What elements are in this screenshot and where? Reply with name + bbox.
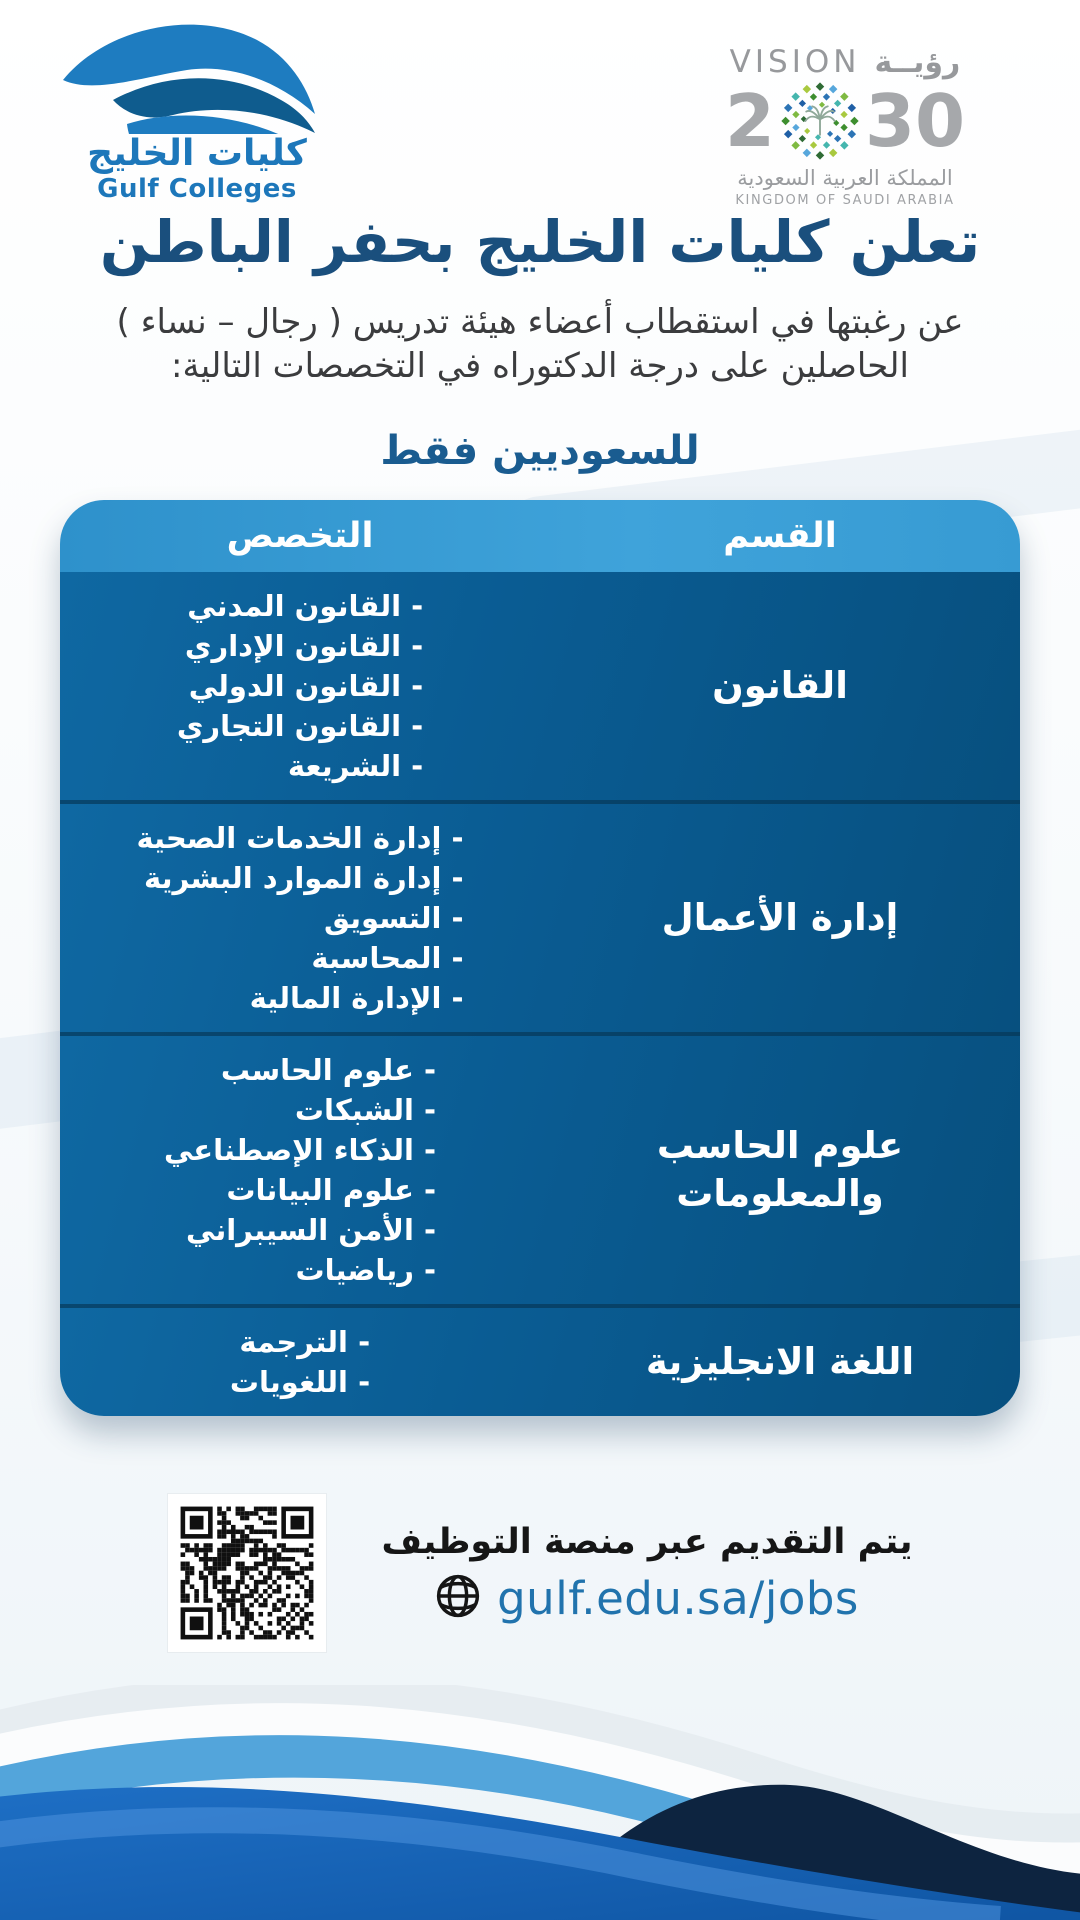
table-body — [60, 572, 1020, 1416]
gulf-colleges-logo — [42, 16, 352, 204]
header — [0, 0, 1080, 208]
department-name: إدارة الأعمال — [661, 896, 899, 940]
vision-2030-emblem-icon — [777, 78, 863, 164]
specialization-item: - اللغويات — [230, 1362, 370, 1402]
department-name: اللغة الانجليزية — [645, 1340, 915, 1384]
specialization-item: - الذكاء الإصطناعي — [164, 1130, 436, 1170]
department-header: القسم — [723, 516, 837, 557]
specialization-item: - الترجمة — [230, 1322, 370, 1362]
specializations-cell — [60, 1036, 540, 1304]
specialization-item: - الإدارة المالية — [136, 978, 463, 1018]
specialization-item: - إدارة الخدمات الصحية — [136, 818, 463, 858]
specializations-list — [230, 1322, 370, 1402]
vision-word-ar: رؤيــة — [874, 44, 961, 80]
specialization-item: - القانون الدولي — [177, 666, 423, 706]
bottom-waves-decoration — [0, 1685, 1080, 1920]
vision-year-suffix: 30 — [864, 79, 966, 163]
table-row — [60, 1304, 1020, 1416]
specialization-item: - المحاسبة — [136, 938, 463, 978]
table-row — [60, 1032, 1020, 1304]
specializations-cell — [60, 1308, 540, 1416]
department-cell — [540, 1308, 1020, 1416]
specializations-cell — [60, 572, 540, 800]
vision-word-en: VISION — [729, 44, 861, 80]
specializations-table — [60, 500, 1020, 1416]
wave-logo-icon — [42, 16, 352, 134]
table-row — [60, 572, 1020, 800]
specialization-item: - القانون الإداري — [177, 626, 423, 666]
department-name: علوم الحاسب والمعلومات — [656, 1124, 904, 1216]
department-name: القانون — [712, 664, 848, 708]
jobs-url-link[interactable]: gulf.edu.sa/jobs — [497, 1571, 859, 1625]
specialization-item: - رياضيات — [164, 1250, 436, 1290]
announcement-body — [0, 206, 1080, 1652]
specialization-item: - القانون التجاري — [177, 706, 423, 746]
specialization-item: - إدارة الموارد البشرية — [136, 858, 463, 898]
table-row — [60, 800, 1020, 1032]
department-cell — [540, 1036, 1020, 1304]
specializations-list — [136, 818, 463, 1018]
logo-english-name: Gulf Colleges — [97, 173, 297, 204]
vision-year-prefix: 2 — [724, 79, 775, 163]
department-cell — [540, 804, 1020, 1032]
specialization-item: - الشبكات — [164, 1090, 436, 1130]
specialization-item: - القانون المدني — [177, 586, 423, 626]
specialization-item: - علوم الحاسب — [164, 1050, 436, 1090]
table-header-row — [60, 500, 1020, 572]
specializations-list — [177, 586, 423, 786]
specialization-item: - علوم البيانات — [164, 1170, 436, 1210]
apply-section — [0, 1494, 1080, 1652]
specialization-header: التخصص — [226, 516, 374, 557]
vision-2030-logo — [650, 44, 1040, 208]
vision-country-en: KINGDOM OF SAUDI ARABIA — [735, 193, 955, 208]
specialization-item: - الأمن السيبراني — [164, 1210, 436, 1250]
globe-icon — [435, 1573, 481, 1623]
specialization-item: - الشريعة — [177, 746, 423, 786]
apply-instructions: يتم التقديم عبر منصة التوظيف — [381, 1521, 913, 1562]
subtitle-line-2: الحاصلين على درجة الدكتوراه في التخصصات التالية: — [171, 346, 909, 387]
logo-arabic-name: كليات الخليج — [87, 133, 307, 174]
department-cell — [540, 572, 1020, 800]
specializations-cell — [60, 804, 540, 1032]
page-title: تعلن كليات الخليج بحفر الباطن — [99, 208, 981, 276]
subtitle-line-1: عن رغبتها في استقطاب أعضاء هيئة تدريس ( رجال – نساء ) — [116, 301, 964, 342]
specializations-list — [164, 1050, 436, 1290]
specialization-item: - التسويق — [136, 898, 463, 938]
qr-code-icon — [168, 1494, 326, 1652]
saudis-only-note: للسعوديين فقط — [380, 428, 700, 475]
vision-country-ar: المملكة العربية السعودية — [737, 166, 953, 190]
